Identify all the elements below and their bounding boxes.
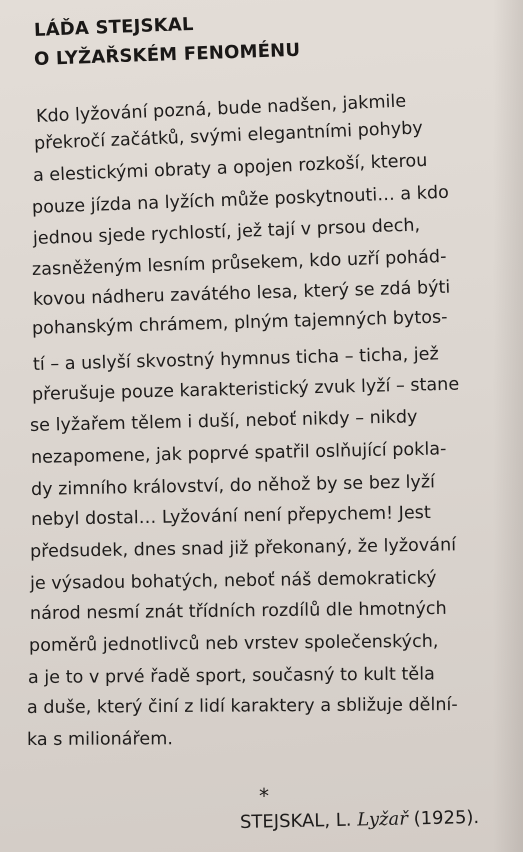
body-line: dy zimního království, do něhož by se bez lyží	[30, 472, 436, 500]
page-edge-shadow	[493, 0, 523, 852]
title-line-1: LÁĎA STEJSKAL	[33, 13, 194, 41]
section-separator: *	[259, 784, 269, 808]
body-line: nezapomene, jak poprvé spatřil oslňující pokla-	[30, 439, 447, 468]
body-line: je výsadou bohatých, neboť náš demokratický	[29, 568, 437, 594]
body-line: se lyžařem tělem i duší, neboť nikdy – nikdy	[29, 407, 418, 436]
body-line: jednou sjede rychlostí, jež tají v prsou dech,	[32, 215, 421, 249]
body-line: a je to v prvé řadě sport, současný to kult těla	[27, 664, 435, 688]
body-line: pouze jízda na lyžích může poskytnouti… a kdo	[31, 182, 450, 218]
body-line: a elestickými obraty a opojen rozkoší, kterou	[32, 150, 428, 186]
citation-author: STEJSKAL, L.	[239, 809, 358, 833]
title-line-2: O LYŽAŘSKÉM FENOMÉNU	[33, 39, 301, 70]
body-line: Kdo lyžování pozná, bude nadšen, jakmile	[35, 91, 407, 127]
body-line: zasněženým lesním průsekem, kdo uzří pohád-	[31, 246, 447, 280]
body-line: přerušuje pouze karakteristický zvuk lyží – stane	[31, 374, 460, 405]
body-line: nebyl dostal… Lyžování není přepychem! Jest	[30, 503, 431, 530]
citation-work: Lyžař	[357, 808, 409, 831]
body-line: předsudek, dnes snad již překonaný, že lyžování	[29, 535, 457, 562]
body-line: kovou nádheru zavátého lesa, který se zdá býti	[32, 277, 451, 310]
citation	[240, 807, 480, 833]
body-line: národ nesmí znát třídních rozdílů dle hmotných	[29, 598, 447, 624]
body-line: tí – a uslyší skvostný hymnus ticha – ticha, jež	[32, 344, 439, 375]
body-line: a duše, který činí z lidí karaktery a sbližuje dělní-	[26, 694, 458, 718]
citation-year: (1925).	[407, 806, 480, 830]
body-line: pohanským chrámem, plným tajemných bytos-	[31, 307, 448, 339]
body-line: poměrů jednotlivců neb vrstev společenských,	[28, 631, 439, 656]
body-line: překročí začátků, svými elegantními pohyby	[33, 118, 424, 154]
body-line: ka s milionářem.	[26, 729, 173, 750]
